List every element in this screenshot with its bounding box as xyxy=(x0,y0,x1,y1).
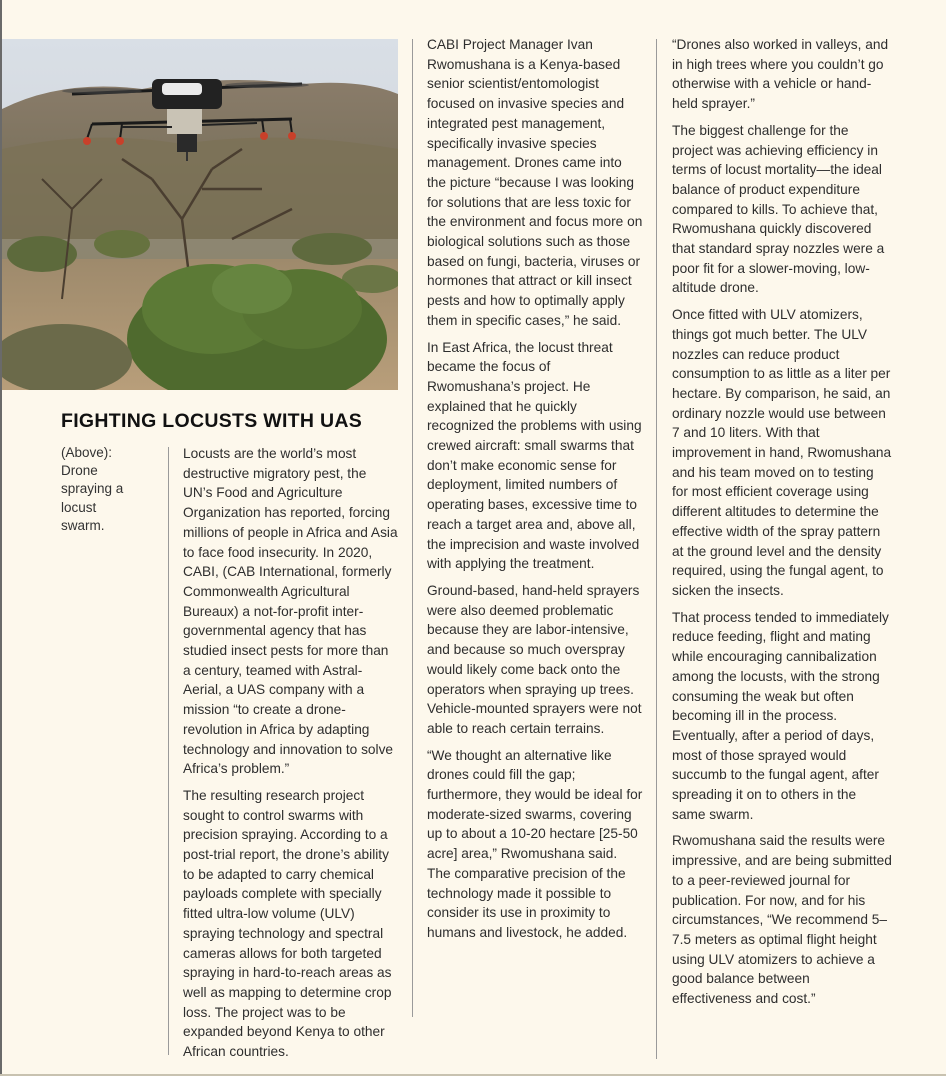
paragraph: “We thought an alternative like drones could fill the gap; furthermore, they would be ideal for moderate-sized swarms, covering up to about a 10-20 hectare [25-50 acre] area,” Rwomushana said. The comparative precision of the technology made it possible to consider its use in proximity to humans and livestock, he added. xyxy=(427,747,643,940)
text-column-3 xyxy=(672,35,892,1016)
article-headline: FIGHTING LOCUSTS WITH UAS xyxy=(61,410,363,432)
paragraph: The biggest challenge for the project was achieving efficiency in terms of locust mortality—the ideal balance of product expenditure compared to kills. To achieve that, Rwomushana quickly discovered that standard spray nozzles were a poor fit for a slower-moving, low-altitude drone. xyxy=(672,122,885,296)
paragraph: In East Africa, the locust threat became the focus of Rwomushana’s project. He explained that he quickly recognized the problems with using crewed aircraft: small swarms that don’t make economic sense for deployment, limited numbers of operating bases, excessive time to reach a target area and, above all, the imprecision and waste involved with applying the treatment. xyxy=(427,339,642,572)
drone-photo xyxy=(2,39,398,390)
text-column-1 xyxy=(183,444,399,1069)
paragraph: Locusts are the world’s most destructive migratory pest, the UN’s Food and Agriculture Organization has reported, forcing millions of people in Africa and Asia to face food insecurity. In 2020, CABI, (CAB International, formerly Commonwealth Agricultural Bureaux) a not-for-profit inter-governmental agency that has studied insect pests for more than a century, teamed with Astral-Aerial, a UAS company with a mission “to create a drone-revolution in Africa by adapting technology and innovation to solve Africa’s problem.” xyxy=(183,446,398,777)
paragraph: The resulting research project sought to control swarms with precision spraying. According to a post-trial report, the drone’s ability to be adapted to carry chemical payloads complete with specially fitted ultra-low volume (ULV) spraying technology and spectral cameras allows for both targeted spraying in hard-to-reach areas as well as mapping to determine crop loss. The project was to be expanded beyond Kenya to other African countries. xyxy=(183,787,392,1060)
text-column-2 xyxy=(427,35,643,950)
photo-caption: (Above): Drone spraying a locust swarm. xyxy=(61,445,124,533)
paragraph: Ground-based, hand-held sprayers were also deemed problematic because they are labor-intensive, and because so much overspray would likely come back onto the operators when spraying up trees. Vehicle-mounted sprayers were not able to reach certain terrains. xyxy=(427,582,642,736)
paragraph: Once fitted with ULV atomizers, things got much better. The ULV nozzles can reduce product consumption to as little as a liter per hectare. By comparison, he said, an ordinary nozzle would use between 7 and 10 liters. With that improvement in hand, Rwomushana and his team moved on to testing for most efficient coverage using different altitudes to determine the effective width of the spray pattern at the ground level and the density required, using the fungal agent, to sicken the insects. xyxy=(672,307,892,598)
column-rule-2 xyxy=(412,39,413,1017)
paragraph: Rwomushana said the results were impressive, and are being submitted to a peer-reviewed journal for publication. For now, and for his circumstances, “We recommend 5–7.5 meters as optimal flight height using ULV atomizers to achieve a good balance between effectiveness and cost.” xyxy=(672,833,892,1007)
paragraph: That process tended to immediately reduce feeding, flight and mating while encouraging cannibalization among the locusts, with the strong consuming the weak but often becoming ill in the process. Eventually, after a period of days, most of those sprayed would succumb to the fungal agent, after spreading it on to others in the same swarm. xyxy=(672,609,889,822)
column-rule-3 xyxy=(656,39,657,1059)
column-rule-1 xyxy=(168,447,169,1055)
paragraph: “Drones also worked in valleys, and in high trees where you couldn’t go otherwise with a vehicle or hand-held sprayer.” xyxy=(672,37,889,112)
paragraph: CABI Project Manager Ivan Rwomushana is a Kenya-based senior scientist/entomologist focused on invasive species and integrated pest management, specifically invasive species management. Drones came into the picture “because I was looking for solutions that are less toxic for the environment and focus more on biological solutions such as those based on fungi, bacteria, viruses or hormones that attract or kill insect pests and how to optimally apply them in specific cases,” he said. xyxy=(427,37,643,328)
